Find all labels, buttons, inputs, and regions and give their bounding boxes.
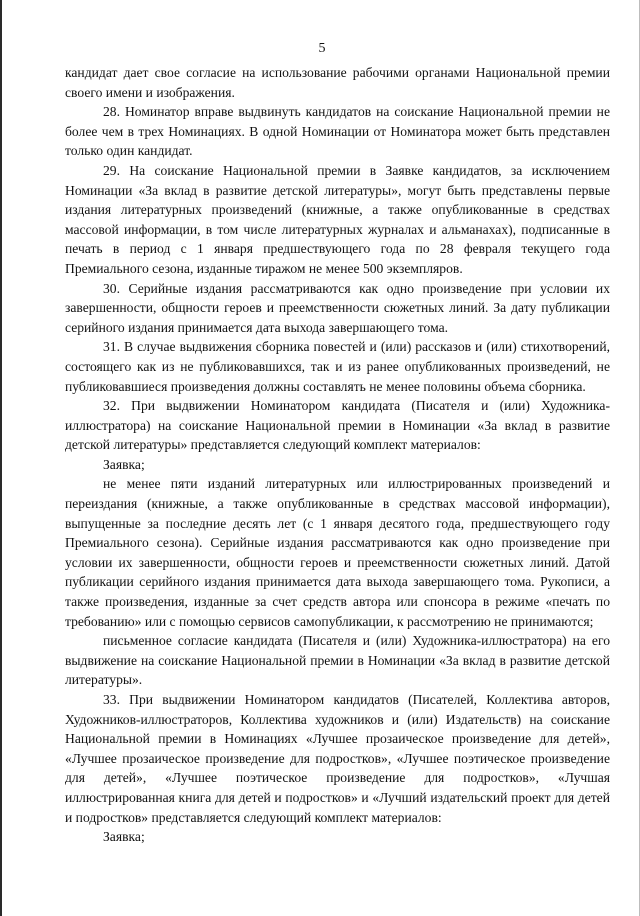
paragraph-32-editions: не менее пяти изданий литературных или иллюстрированных произведений и переиздания (книжные, а также опубликованные в средствах массовой информации), выпущенные за последние десять лет (с 1 января десятого года, предшествующего году Премиального сезона). Серийные издания рассматриваются как одно произведение при условии их завершенности, общности героев и преемственности сюжетных линий. Датой публикации серийного издания принимается дата выхода завершающего тома. Рукописи, а также произведения, изданные за счет средств автора или спонсора в режиме «печать по требованию» или с помощью сервисов самопубликации, к рассмотрению не принимаются; [65,476,610,629]
paragraph-28: 28. Номинатор вправе выдвинуть кандидатов на соискание Национальной премии не более чем в трех Номинациях. В одной Номинации от Номинатора может быть представлен только один кандидат. [65,104,610,159]
paragraph-29: 29. На соискание Национальной премии в Заявке кандидатов, за исключением Номинации «За вклад в развитие детской литературы», могут быть представлены первые издания литературных произведений (книжные, а также опубликованные в средствах массовой информации, в том числе литературных журналах и альманахах), подписанные в печать в период с 1 января предшествующего года по 28 февраля текущего года Премиального сезона, изданные тиражом не менее 500 экземпляров. [65,162,610,276]
paragraph-continuation: кандидат дает свое согласие на использование рабочими органами Национальной премии своего имени и изображения. [65,65,610,100]
paragraph-32-application: Заявка; [103,456,145,472]
page-number: 5 [318,41,326,56]
document-body [65,63,610,847]
paragraph-32-consent: письменное согласие кандидата (Писателя и (или) Художника-иллюстратора) на его выдвижение на соискание Национальной премии в Номинации «За вклад в развитие детской литературы». [65,633,610,688]
paragraph-32: 32. При выдвижении Номинатором кандидата (Писателя и (или) Художника-иллюстратора) на соискание Национальной премии в Номинации «За вклад в развитие детской литературы» представляется следующий комплект материалов: [65,398,610,453]
paragraph-33-application: Заявка; [103,829,145,845]
paragraph-33: 33. При выдвижении Номинатором кандидатов (Писателей, Коллектива авторов, Художников-иллюстраторов, Коллектива художников и (или) Издательств) на соискание Национальной премии в Номинациях «Лучшее прозаическое произведение для детей», «Лучшее прозаическое произведение для подростков», «Лучшее поэтическое произведение для детей», «Лучшее поэтическое произведение для подростков», «Лучшая иллюстрированная книга для детей и подростков» и «Лучший издательский проект для детей и подростков» представляется следующий комплект материалов: [65,692,610,825]
paragraph-31: 31. В случае выдвижения сборника повестей и (или) рассказов и (или) стихотворений, состоящего как из не публиковавшихся, так и из ранее опубликованных произведений, не публиковавшиеся произведения должны составлять не менее половины объема сборника. [65,339,610,394]
paragraph-30: 30. Серийные издания рассматриваются как одно произведение при условии их завершенности, общности героев и преемственности сюжетных линий. За дату публикации серийного издания принимается дата выхода завершающего тома. [65,280,610,335]
